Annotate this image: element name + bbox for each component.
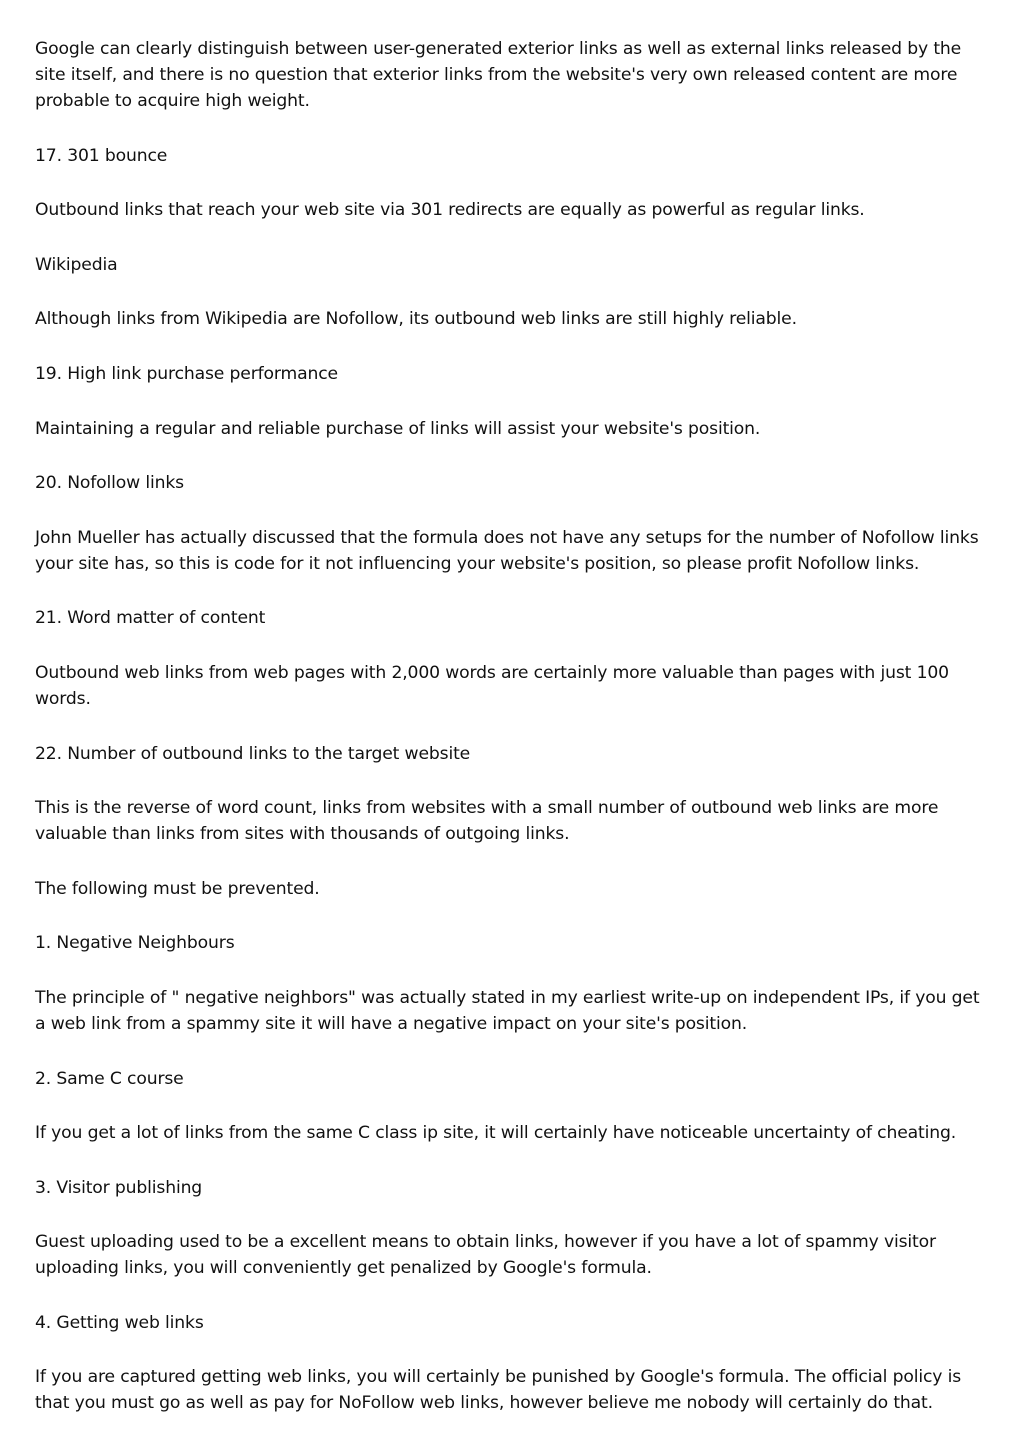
paragraph-same-c-course: If you get a lot of links from the same C class ip site, it will certainly have noticeable uncertainty of cheating. [35,1123,957,1144]
paragraph-negative-neighbours: The principle of " negative neighbors" was actually stated in my earliest write-up on independent IPs, if you get a web link from a spammy site it will have a negative impact on your site's position. [35,987,980,1034]
heading-nofollow: 20. Nofollow links [35,473,184,494]
paragraph-link-purchase: Maintaining a regular and reliable purchase of links will assist your website's position. [35,418,761,439]
heading-getting-web-links: 4. Getting web links [35,1312,204,1333]
paragraph-outbound-count: This is the reverse of word count, links from websites with a small number of outbound web links are more valuable than links from sites with thousands of outgoing links. [35,798,939,845]
paragraph-nofollow: John Mueller has actually discussed that the formula does not have any setups for the number of Nofollow links your site has, so this is code for it not influencing your website's position, so please profit Nofollow links. [35,527,979,574]
paragraph-intro: Google can clearly distinguish between user-generated exterior links as well as external links released by the site itself, and there is no question that exterior links from the website's very own released content are more probable to acquire high weight. [35,39,962,111]
paragraph-prevented: The following must be prevented. [35,878,320,899]
document-body [35,36,995,1445]
paragraph-getting-web-links: If you are captured getting web links, you will certainly be punished by Google's formula. The official policy is that you must go as well as pay for NoFollow web links, however believe me nobody will certainly do that. [35,1367,962,1414]
heading-301-bounce: 17. 301 bounce [35,145,168,166]
paragraph-visitor-publishing: Guest uploading used to be a excellent means to obtain links, however if you have a lot of spammy visitor uploading links, you will conveniently get penalized by Google's formula. [35,1232,936,1279]
heading-outbound-count: 22. Number of outbound links to the target website [35,743,471,764]
paragraph-word-count: Outbound web links from web pages with 2,000 words are certainly more valuable than pages with just 100 words. [35,662,949,709]
heading-visitor-publishing: 3. Visitor publishing [35,1177,203,1198]
heading-link-purchase: 19. High link purchase performance [35,363,338,384]
paragraph-wikipedia: Although links from Wikipedia are Nofollow, its outbound web links are still highly reliable. [35,309,797,330]
heading-same-c-course: 2. Same C course [35,1068,184,1089]
paragraph-301-bounce: Outbound links that reach your web site via 301 redirects are equally as powerful as regular links. [35,200,865,221]
heading-word-count: 21. Word matter of content [35,608,266,629]
heading-negative-neighbours: 1. Negative Neighbours [35,933,235,954]
heading-wikipedia: Wikipedia [35,254,118,275]
